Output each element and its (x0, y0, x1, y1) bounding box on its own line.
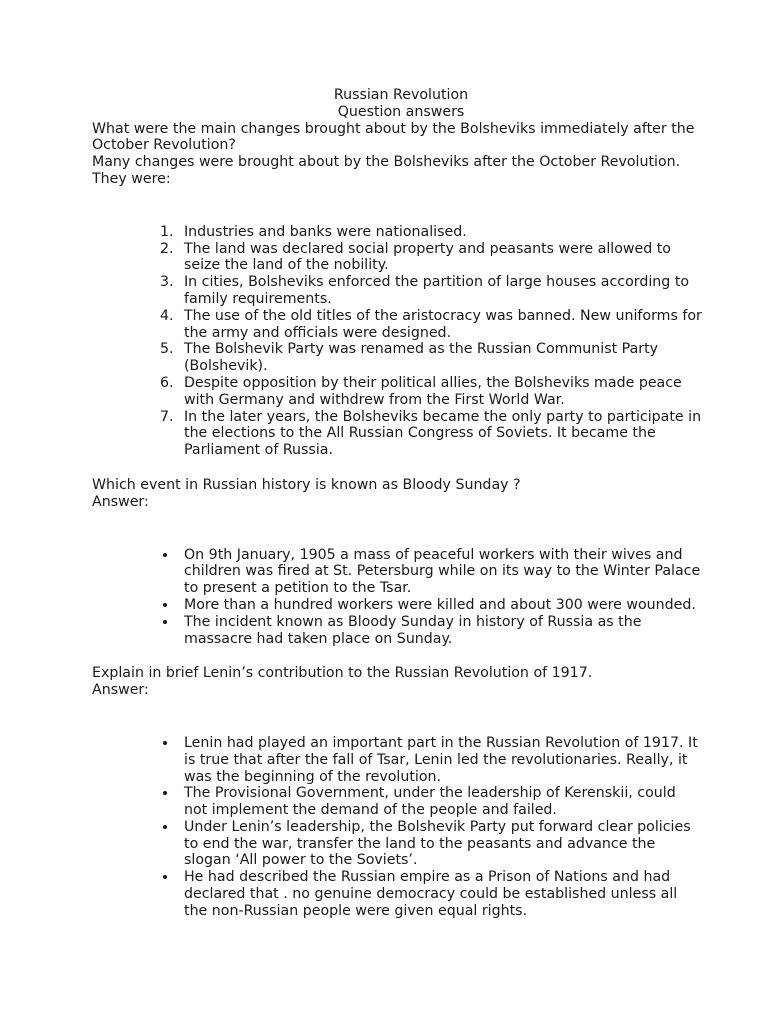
list-item: • The Provisional Government, under the leadership of Kerenskii, could not implement the demand of the people and failed. (178, 785, 702, 819)
question-1-list (92, 224, 702, 459)
list-item: • On 9th January, 1905 a mass of peaceful workers with their wives and children was fired at St. Petersburg while on its way to the Winter Palace to present a petition to the Tsar. (178, 547, 702, 597)
question-1: What were the main changes brought about by the Bolsheviks immediately after the October Revolution? (92, 120, 695, 154)
list-item: 3. In cities, Bolsheviks enforced the partition of large houses according to family requirements. (178, 274, 702, 308)
list-item: 4. The use of the old titles of the aristocracy was banned. New uniforms for the army and officials were designed. (178, 308, 702, 342)
document-title: Russian Revolution (333, 87, 469, 103)
list-item: 5. The Bolshevik Party was renamed as the Russian Communist Party (Bolshevik). (178, 341, 702, 375)
spacer (92, 699, 702, 735)
document-page (92, 87, 702, 920)
spacer (92, 647, 702, 665)
question-2-list (92, 547, 702, 648)
list-item: • Under Lenin’s leadership, the Bolshevik Party put forward clear policies to end the war, transfer the land to the peasants and advance the slogan ‘All power to the Soviets’. (178, 819, 702, 869)
question-3: Explain in brief Lenin’s contribution to the Russian Revolution of 1917. (92, 665, 593, 682)
list-item: 7. In the later years, the Bolsheviks became the only party to participate in the elections to the All Russian Congress of Soviets. It became the Parliament of Russia. (178, 409, 702, 459)
spacer (92, 188, 702, 224)
question-3-answer-label: Answer: (92, 682, 149, 699)
question-1-intro: Many changes were brought about by the Bolsheviks after the October Revolution. They were: (92, 154, 681, 187)
list-item: 2. The land was declared social property and peasants were allowed to seize the land of the nobility. (178, 241, 702, 275)
list-item: 6. Despite opposition by their political allies, the Bolsheviks made peace with Germany and withdrew from the First World War. (178, 375, 702, 409)
spacer (92, 511, 702, 547)
question-2: Which event in Russian history is known as Bloody Sunday ? (92, 476, 521, 493)
list-item: • More than a hundred workers were killed and about 300 were wounded. (178, 597, 702, 614)
list-item: • The incident known as Bloody Sunday in history of Russia as the massacre had taken place on Sunday. (178, 614, 702, 648)
document-subtitle: Question answers (337, 103, 465, 120)
list-item: • Lenin had played an important part in the Russian Revolution of 1917. It is true that after the fall of Tsar, Lenin led the revolutionaries. Really, it was the beginning of the revolution. (178, 735, 702, 785)
list-item: 1. Industries and banks were nationalised. (178, 224, 702, 241)
question-2-answer-label: Answer: (92, 493, 149, 510)
question-3-list (92, 735, 702, 920)
list-item: • He had described the Russian empire as a Prison of Nations and had declared that . no genuine democracy could be established unless all the non-Russian people were given equal rights. (178, 869, 702, 919)
spacer (92, 459, 702, 477)
